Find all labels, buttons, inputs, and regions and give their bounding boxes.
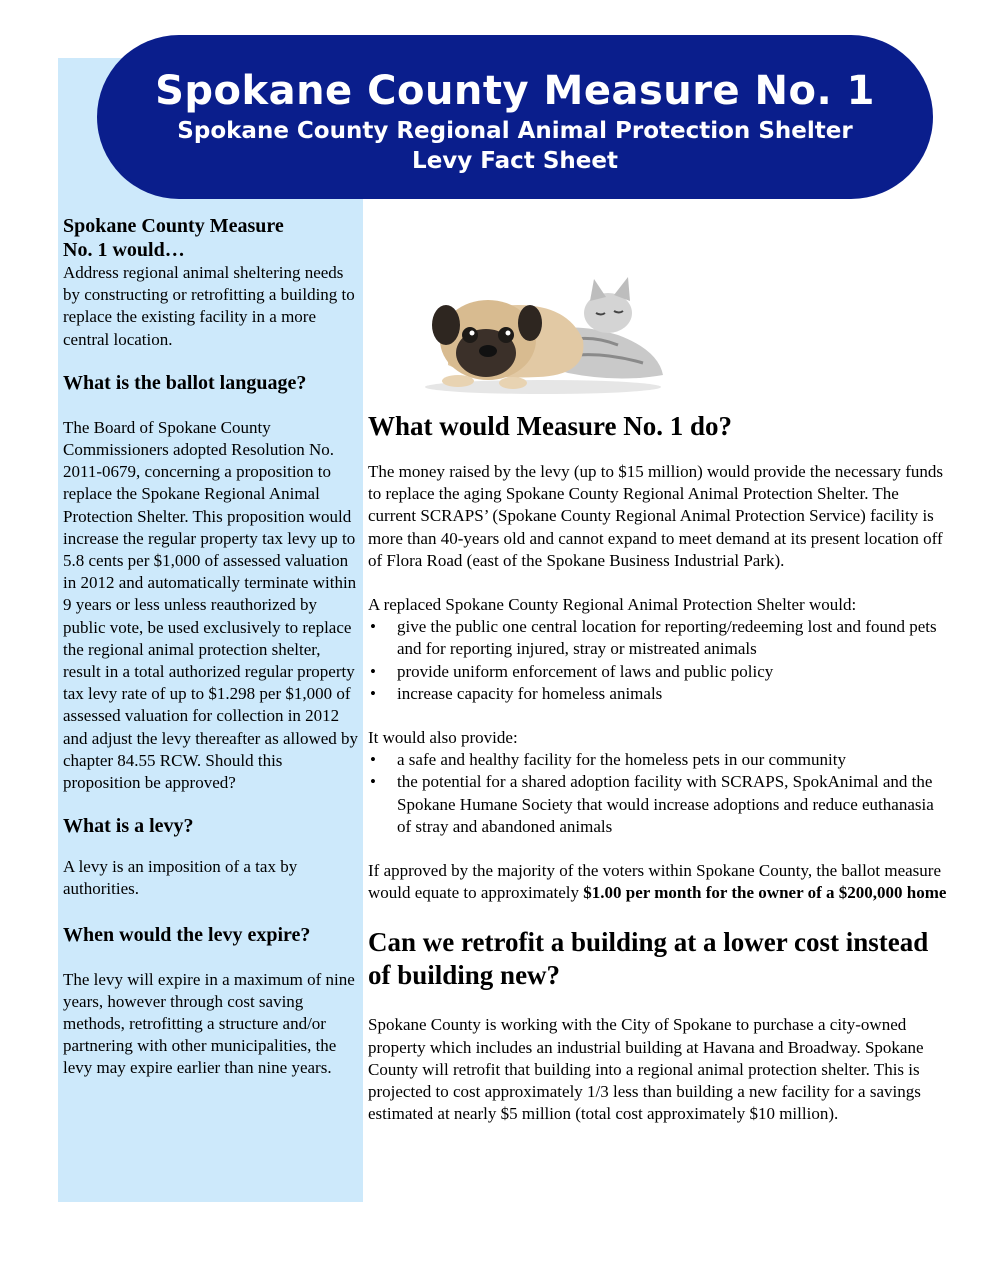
- list-item: • provide uniform enforcement of laws and public policy: [368, 661, 948, 683]
- expire-text: The levy will expire in a maximum of nine years, however through cost saving methods, retrofitting a structure and/or partnering with other municipalities, the levy may expire earlier than nine years.: [63, 969, 355, 1078]
- subtitle-line-2: Levy Fact Sheet: [412, 148, 618, 174]
- list-item: • give the public one central location for reporting/redeeming lost and found pets and for reporting injured, stray or mistreated animals: [370, 617, 937, 659]
- ballot-text: The Board of Spokane County Commissioners adopted Resolution No. 2011-0679, concerning a proposition to replace the Spokane Regional Animal Protection Shelter. This proposition would increase the regular property tax levy up to 5.8 cents per $1,000 of assessed valuation in 2012 and automatically terminate within 9 years or less unless reauthorized by public vote, be used exclusively to replace the regional animal protection shelter, result in a total authorized regular property tax levy rate of up to $1.298 per $1,000 of assessed valuation for collection in 2012 and adjust the levy thereafter as allowed by chapter 84.55 RCW. Should this proposition be approved?: [63, 417, 359, 793]
- sidebar-content: [63, 214, 359, 1080]
- intro-heading: [63, 214, 359, 262]
- bullet-icon: •: [370, 617, 376, 637]
- bullet-icon: •: [370, 750, 376, 770]
- list-item: • the potential for a shared adoption facility with SCRAPS, SpokAnimal and the Spokane Humane Society that would increase adoptions and reduce euthanasia of stray and abandoned animals: [370, 772, 934, 836]
- intro-text: Address regional animal sheltering needs by constructing or retrofitting a building to replace the existing facility in a more central location.: [63, 263, 355, 349]
- approval-cost: $1.00 per month for the owner of a $200,000 home: [583, 883, 947, 903]
- ballot-heading: What is the ballot language?: [63, 371, 307, 394]
- dog-and-cat-photo: [418, 265, 668, 395]
- intro-heading-line1: Spokane County Measure: [63, 215, 284, 237]
- bullet-icon: •: [370, 772, 376, 792]
- bullet-icon: •: [370, 661, 376, 681]
- section1-heading: What would Measure No. 1 do?: [368, 411, 733, 441]
- section2-text: Spokane County is working with the City of Spokane to purchase a city-owned property which includes an industrial building at Havana and Broadway. Spokane County will retrofit that building into a regional animal protection shelter. This is projected to cost approximately 1/3 less than building a new facility for a savings estimated at nearly $5 million (total cost approximately $10 million).: [368, 1015, 924, 1124]
- subtitle-line-1: Spokane County Regional Animal Protection Shelter: [177, 118, 853, 144]
- levy-heading: What is a levy?: [63, 815, 194, 838]
- bullet-icon: •: [370, 683, 376, 703]
- page-subtitle: [100, 116, 930, 176]
- also-list: [368, 749, 948, 838]
- expire-heading: When would the levy expire?: [63, 923, 311, 946]
- list-item: • increase capacity for homeless animals: [368, 683, 948, 705]
- section2-heading: Can we retrofit a building at a lower cost instead of building new?: [368, 927, 929, 991]
- header-banner: [100, 38, 930, 196]
- replaced-list: [368, 616, 948, 705]
- also-intro: It would also provide:: [368, 728, 518, 748]
- main-content: [368, 410, 948, 1125]
- intro-heading-line2: No. 1 would…: [63, 239, 185, 261]
- replaced-intro: A replaced Spokane County Regional Animal Protection Shelter would:: [368, 595, 857, 615]
- section1-text: The money raised by the levy (up to $15 million) would provide the necessary funds to replace the aging Spokane County Regional Animal Protection Shelter. The current SCRAPS’ (Spokane County Regional Animal Protection Service) facility is more than 40-years old and cannot expand to meet demand at its present location off of Flora Road (east of the Spokane Business Industrial Park).: [368, 462, 944, 570]
- approval-text: If approved by the majority of the voters within Spokane County, the ballot measure would equate to approximately $1.00 per month for the owner of a $200,000 home: [368, 861, 947, 903]
- levy-text: A levy is an imposition of a tax by authorities.: [63, 857, 298, 899]
- page-title: Spokane County Measure No. 1: [155, 68, 875, 114]
- list-item: • a safe and healthy facility for the homeless pets in our community: [368, 749, 948, 771]
